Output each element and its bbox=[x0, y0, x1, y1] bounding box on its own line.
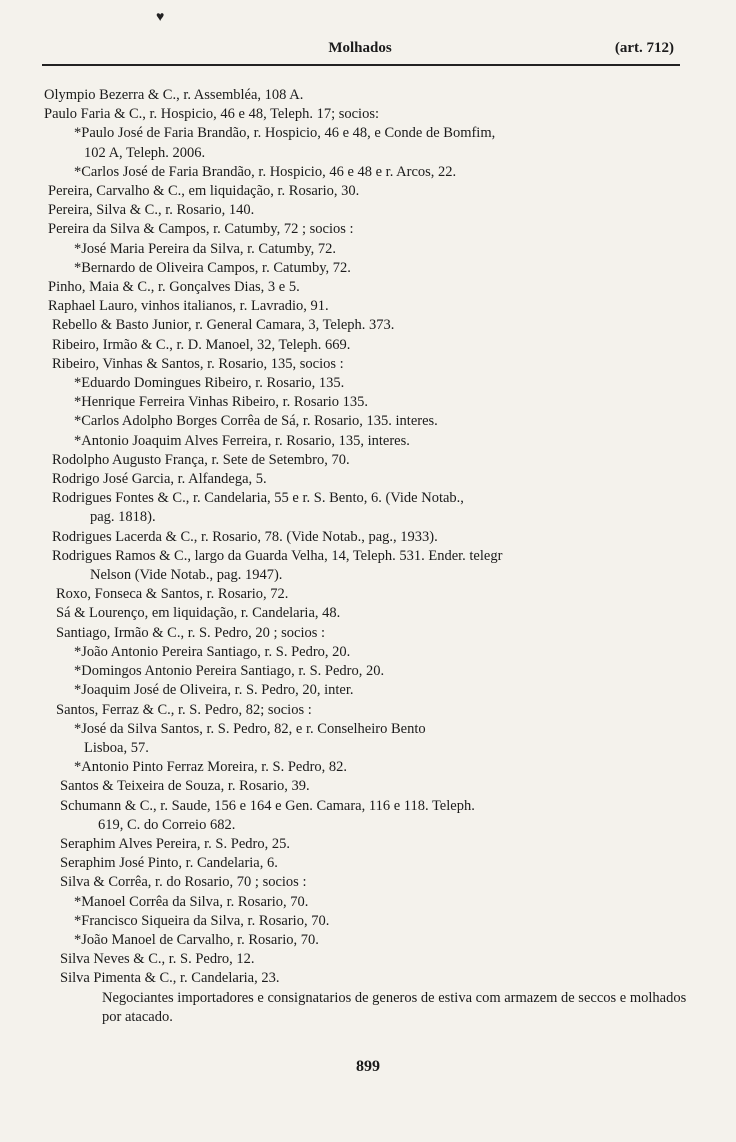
list-item: Negociantes importadores e consignatarios de generos de estiva com armazem de seccos e molhados por atacado. bbox=[102, 989, 687, 1025]
list-item: *Joaquim José de Oliveira, r. S. Pedro, 20, inter. bbox=[74, 682, 354, 699]
list-item: Seraphim José Pinto, r. Candelaria, 6. bbox=[60, 855, 278, 872]
header-rule bbox=[42, 64, 680, 66]
list-item: *Eduardo Domingues Ribeiro, r. Rosario, 135. bbox=[74, 375, 345, 392]
list-item: Rebello & Basto Junior, r. General Camara, 3, Teleph. 373. bbox=[52, 317, 395, 334]
list-item: *Paulo José de Faria Brandão, r. Hospicio, 46 e 48, e Conde de Bomfim, 102 A, Teleph. 2006. bbox=[74, 125, 496, 161]
list-item: Paulo Faria & C., r. Hospicio, 46 e 48, Teleph. 17; socios: bbox=[44, 106, 380, 123]
list-item: Raphael Lauro, vinhos italianos, r. Lavradio, 91. bbox=[48, 298, 329, 315]
list-item: *Antonio Joaquim Alves Ferreira, r. Rosario, 135, interes. bbox=[74, 432, 410, 449]
list-item: Rodrigues Ramos & C., largo da Guarda Velha, 14, Teleph. 531. Ender. telegr Nelson (Vide Notab., pag. 1947). bbox=[52, 547, 503, 584]
list-item: *Domingos Antonio Pereira Santiago, r. S. Pedro, 20. bbox=[74, 663, 385, 680]
list-item: *Manoel Corrêa da Silva, r. Rosario, 70. bbox=[74, 893, 309, 910]
list-item: *João Antonio Pereira Santiago, r. S. Pedro, 20. bbox=[74, 643, 351, 660]
page-title: Molhados bbox=[328, 40, 392, 56]
list-item: *José da Silva Santos, r. S. Pedro, 82, e r. Conselheiro Bento Lisboa, 57. bbox=[74, 720, 426, 756]
list-item: Pinho, Maia & C., r. Gonçalves Dias, 3 e 5. bbox=[48, 279, 300, 296]
list-item: *Carlos Adolpho Borges Corrêa de Sá, r. Rosario, 135. interes. bbox=[74, 413, 438, 430]
list-item: Ribeiro, Vinhas & Santos, r. Rosario, 135, socios : bbox=[52, 355, 344, 372]
list-item: Schumann & C., r. Saude, 156 e 164 e Gen. Camara, 116 e 118. Teleph. 619, C. do Correio 682. bbox=[60, 797, 475, 833]
entry-list bbox=[44, 86, 704, 1027]
list-item: *Francisco Siqueira da Silva, r. Rosario, 70. bbox=[74, 912, 330, 929]
page-header bbox=[42, 40, 678, 62]
list-item: *José Maria Pereira da Silva, r. Catumby, 72. bbox=[74, 240, 337, 257]
list-item: Roxo, Fonseca & Santos, r. Rosario, 72. bbox=[56, 586, 289, 603]
list-item: *Antonio Pinto Ferraz Moreira, r. S. Pedro, 82. bbox=[74, 759, 348, 776]
list-item: Silva Pimenta & C., r. Candelaria, 23. bbox=[60, 970, 280, 987]
list-item: Pereira da Silva & Campos, r. Catumby, 72 ; socios : bbox=[48, 221, 354, 238]
list-item: Seraphim Alves Pereira, r. S. Pedro, 25. bbox=[60, 835, 290, 852]
list-item: Rodolpho Augusto França, r. Sete de Setembro, 70. bbox=[52, 451, 350, 468]
list-item: Rodrigo José Garcia, r. Alfandega, 5. bbox=[52, 471, 267, 488]
list-item: Rodrigues Fontes & C., r. Candelaria, 55 e r. S. Bento, 6. (Vide Notab., pag. 1818). bbox=[52, 490, 464, 526]
list-item: Ribeiro, Irmão & C., r. D. Manoel, 32, Teleph. 669. bbox=[52, 336, 351, 353]
article-number: (art. 712) bbox=[614, 40, 674, 56]
page-number: 899 bbox=[356, 1058, 380, 1075]
list-item: Santiago, Irmão & C., r. S. Pedro, 20 ; socios : bbox=[56, 624, 326, 641]
list-item: *Bernardo de Oliveira Campos, r. Catumby, 72. bbox=[74, 259, 351, 276]
list-item: *João Manoel de Carvalho, r. Rosario, 70. bbox=[74, 931, 319, 948]
list-item: Pereira, Carvalho & C., em liquidação, r. Rosario, 30. bbox=[48, 183, 360, 200]
list-item: Sá & Lourenço, em liquidação, r. Candelaria, 48. bbox=[56, 605, 341, 622]
list-item: Pereira, Silva & C., r. Rosario, 140. bbox=[48, 202, 255, 219]
printer-mark-icon: ♥ bbox=[156, 10, 165, 25]
list-item: Santos, Ferraz & C., r. S. Pedro, 82; socios : bbox=[56, 701, 312, 718]
list-item: Silva & Corrêa, r. do Rosario, 70 ; socios : bbox=[60, 874, 307, 891]
list-item: *Carlos José de Faria Brandão, r. Hospicio, 46 e 48 e r. Arcos, 22. bbox=[74, 163, 457, 180]
list-item: Olympio Bezerra & C., r. Assembléa, 108 A. bbox=[44, 87, 304, 103]
list-item: *Henrique Ferreira Vinhas Ribeiro, r. Rosario 135. bbox=[74, 394, 369, 411]
list-item: Silva Neves & C., r. S. Pedro, 12. bbox=[60, 951, 255, 968]
list-item: Rodrigues Lacerda & C., r. Rosario, 78. (Vide Notab., pag., 1933). bbox=[52, 528, 438, 545]
list-item: Santos & Teixeira de Souza, r. Rosario, 39. bbox=[60, 778, 310, 795]
